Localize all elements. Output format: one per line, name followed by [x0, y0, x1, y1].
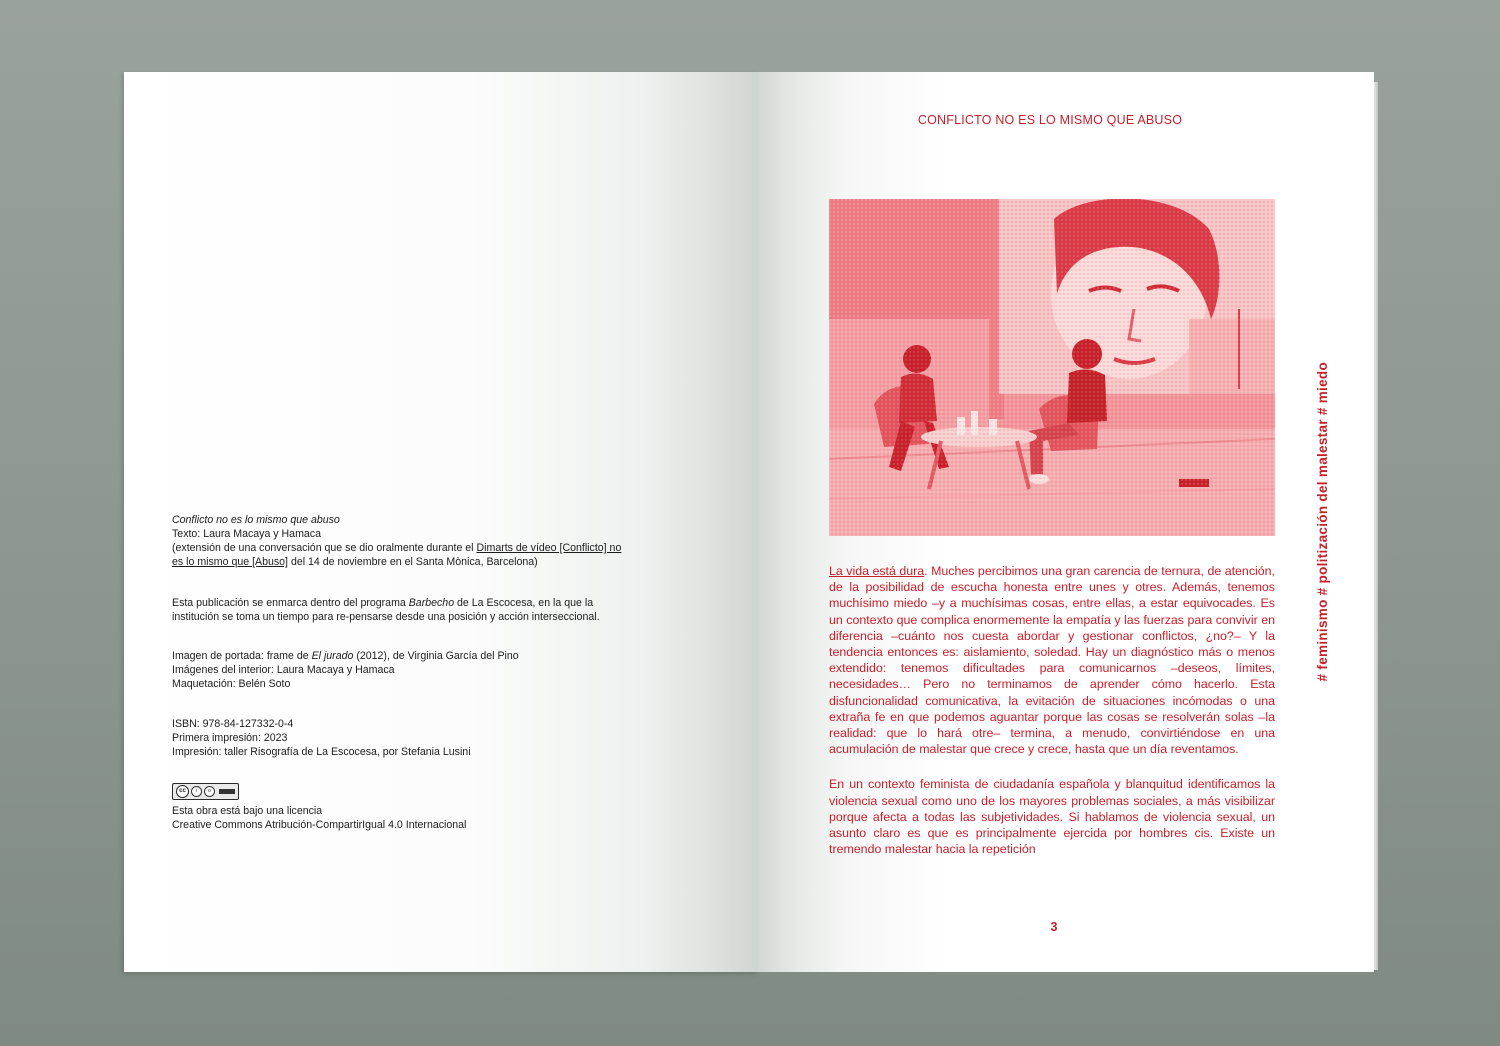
license-line-2: Creative Commons Atribución-CompartirIgual 4.0 Internacional [172, 819, 467, 831]
side-hashtags [1315, 362, 1339, 682]
cc-by-sa-icon: cc i o [172, 783, 239, 800]
colophon [172, 513, 622, 832]
dimarts-link[interactable]: Dimarts de vídeo [Conflicto] no es lo mismo que [Abuso] [172, 542, 622, 568]
page-edge [1374, 82, 1378, 970]
isbn: ISBN: 978-84-127332-0-4 [172, 718, 294, 730]
program-note: Esta publicación se enmarca dentro del programa Barbecho de La Escocesa, en la que la institución se toma un tiempo para re-pensarse desde una posición y acción interseccional. [172, 597, 600, 623]
body-text [829, 563, 1275, 857]
printing-credit: Impresión: taller Risografía de La Escocesa, por Stefania Lusini [172, 746, 471, 758]
lead-phrase: La vida está dura [829, 564, 925, 578]
license-line-1: Esta obra está bajo una licencia [172, 805, 323, 817]
first-print: Primera impresión: 2023 [172, 732, 288, 744]
text-credit: Texto: Laura Macaya y Hamaca [172, 528, 321, 540]
cover-image-credit: Imagen de portada: frame de El jurado (2012), de Virginia García del Pino [172, 650, 519, 662]
paragraph-1: La vida está dura. Muches percibimos una gran carencia de ternura, de atención, de la posibilidad de escucha honesta entre unes y otres. Además, tenemos muchísimo miedo –y a muchísimas cosas, entre ellas, a estar equivocades. Es un contexto que complica enormemente la empatía y las fuerzas para convivir en diferencia –cuánto nos cuesta abordar y gestionar conflictos, ¿no?– Y la tendencia entonces es: aislamiento, soledad. Hay un diagnóstico más o menos extendido: tenemos dificultades para comunicarnos –deseos, límites, necesidades… Pero no terminamos de aprender cómo hacerlo. Esta disfuncionalidad comunicativa, la evitación de situaciones incómodas o una extraña fe en que podemos aguantar porque las cosas se resolverán solas –la realidad: que lo hará otre– termina, a menudo, convirtiéndose en una acumulación de malestar que crece y crece, hasta que un día reventamos. [829, 564, 1275, 757]
side-hashtags-text: # feminismo # politización del malestar # miedo [1315, 362, 1330, 682]
extension-note: (extensión de una conversación que se dio oralmente durante el Dimarts de vídeo [Conflicto] no es lo mismo que [Abuso] del 14 de noviembre en el Santa Mònica, Barcelona) [172, 542, 622, 568]
paragraph-2: En un contexto feminista de ciudadanía española y blanquitud identificamos la violencia sexual como uno de los mayores problemas sociales, a más visibilizar porque afecta a todas las subjetividades. Si hablamos de violencia sexual, un asunto claro es que es principalmente ejercida por hombres cis. Existe un tremendo malestar hacia la repetición [829, 777, 1275, 857]
interior-images-credit: Imágenes del interior: Laura Macaya y Hamaca [172, 664, 395, 676]
layout-credit: Maquetación: Belén Soto [172, 678, 291, 690]
colophon-title: Conflicto no es lo mismo que abuso [172, 514, 340, 526]
left-page [124, 72, 758, 972]
page-number: 3 [1050, 920, 1058, 934]
running-head: CONFLICTO NO ES LO MISMO QUE ABUSO [917, 113, 1183, 127]
riso-photo [829, 199, 1275, 536]
photo-illustration [829, 199, 1275, 536]
